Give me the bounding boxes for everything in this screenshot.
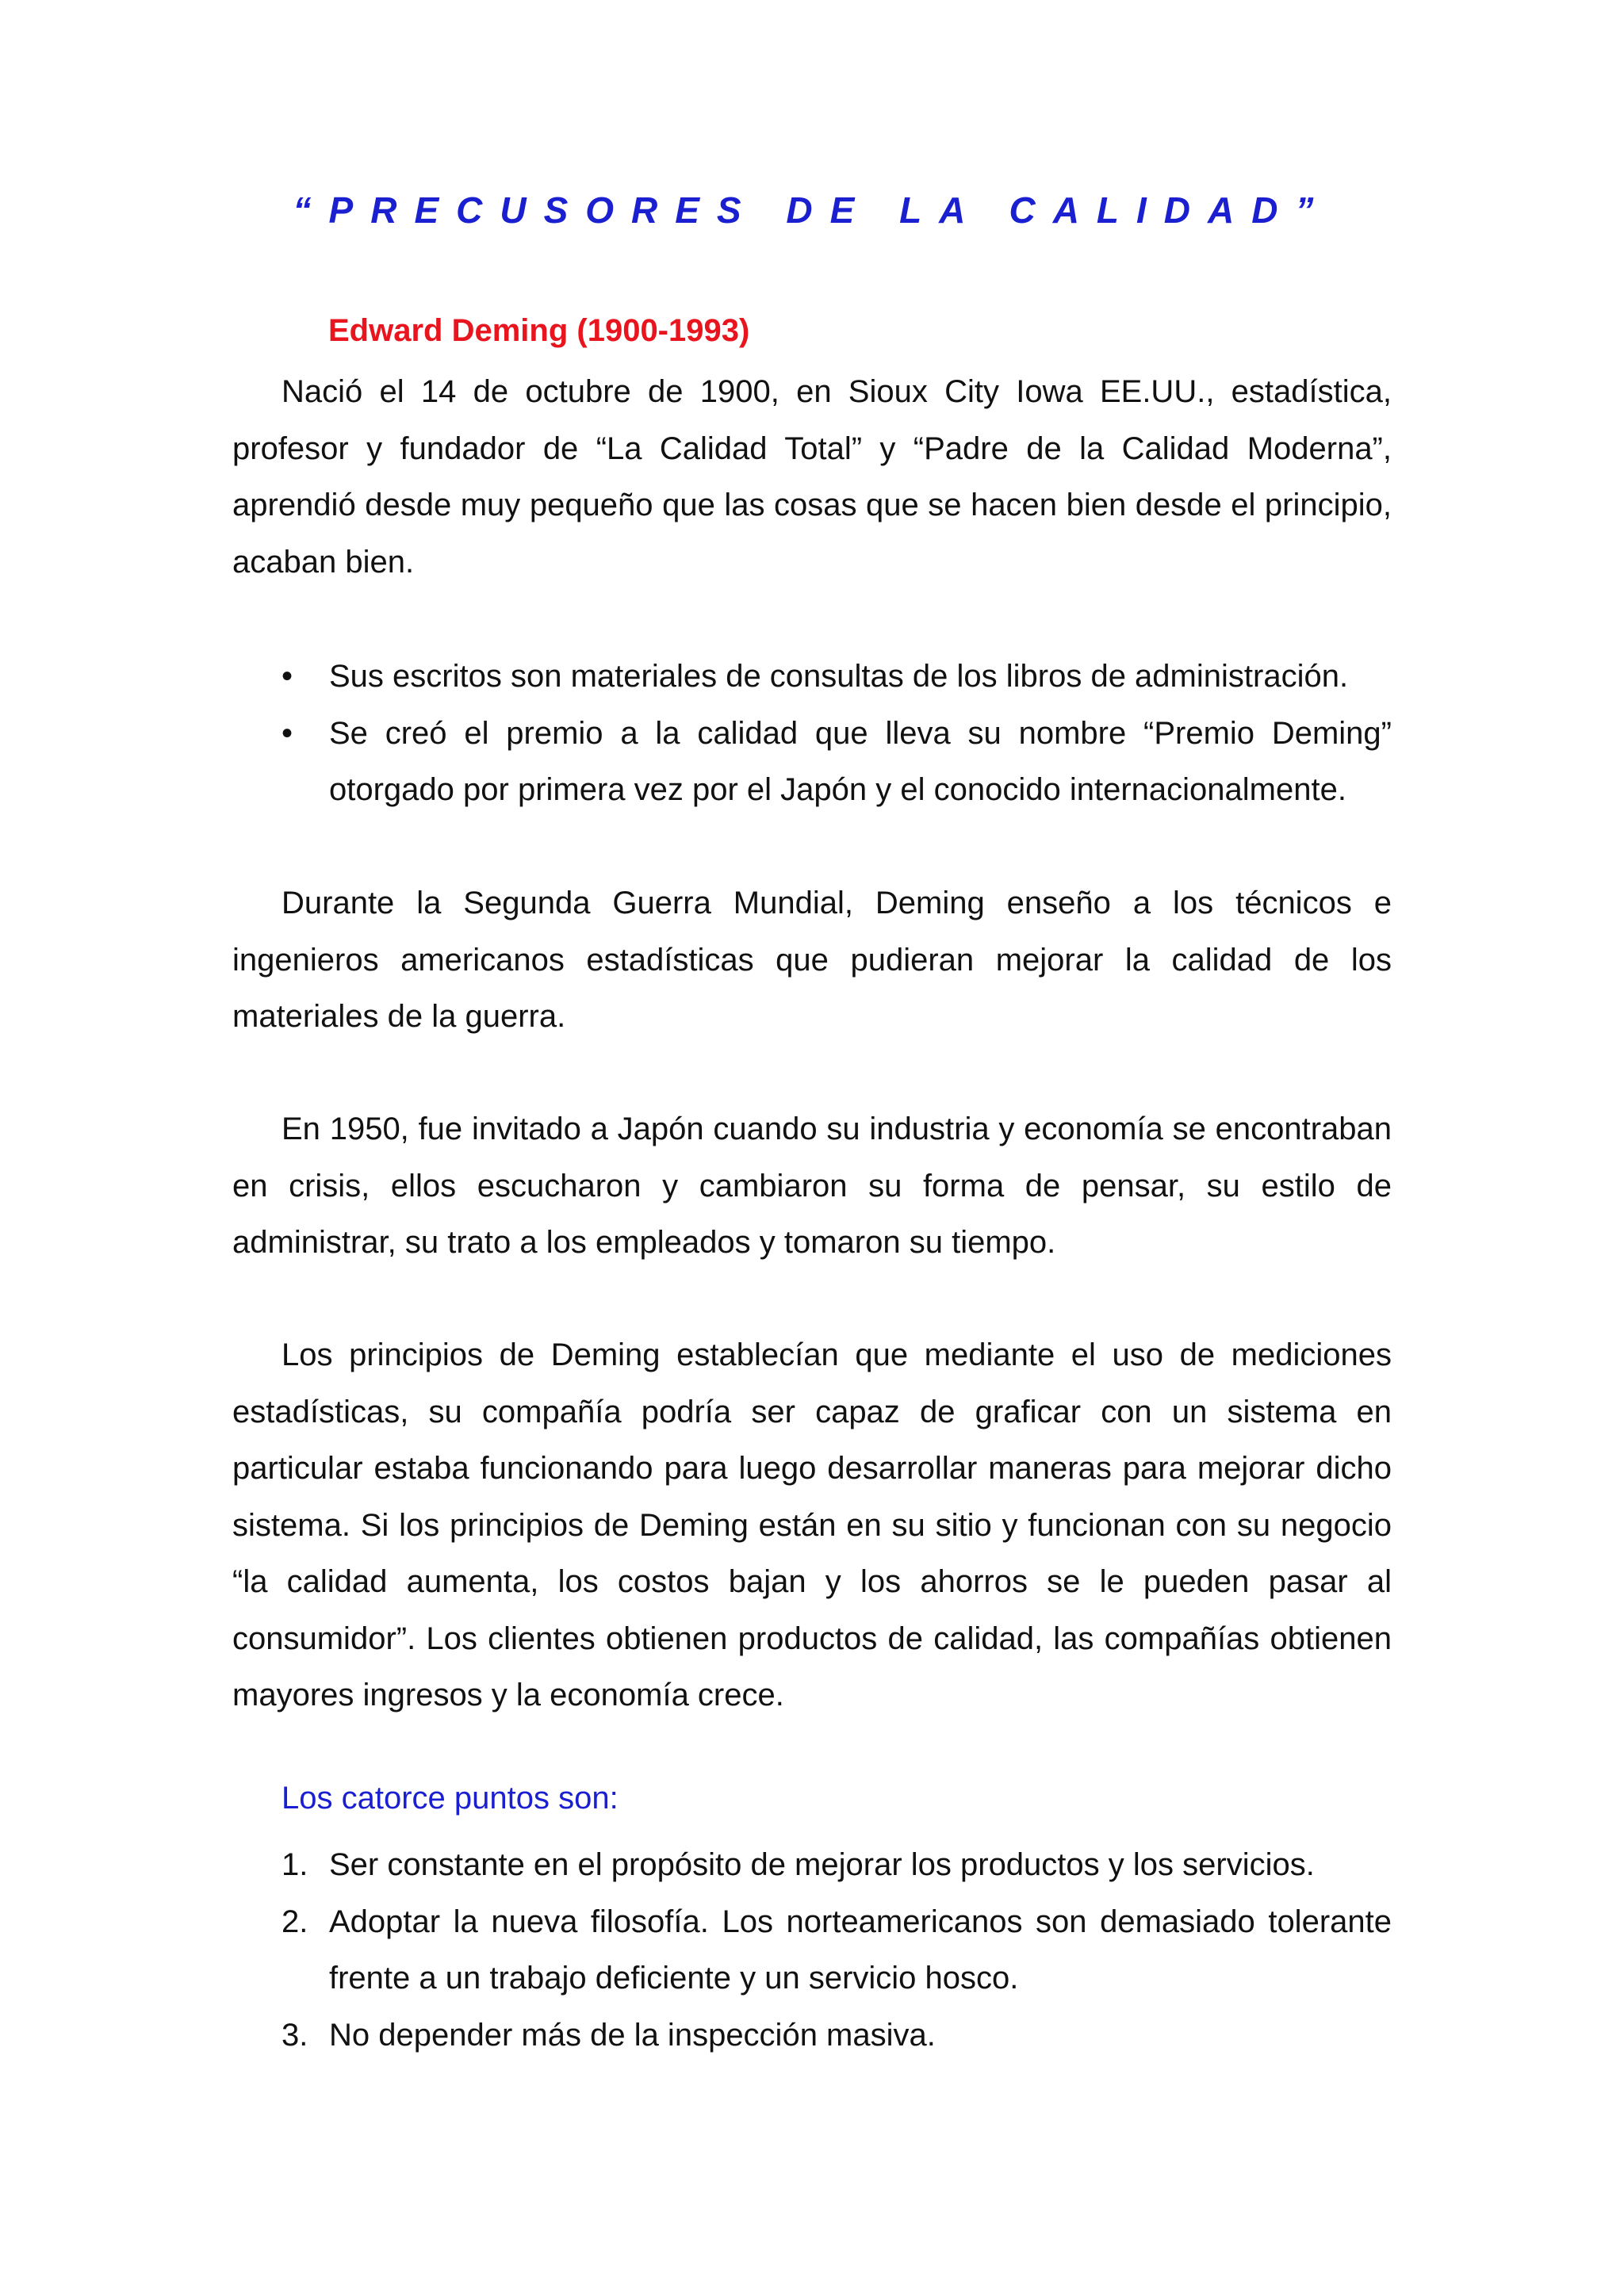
bullet-list	[232, 649, 1392, 819]
page-title: “PRECUSORES DE LA CALIDAD”	[293, 189, 1331, 231]
list-item-text: Se creó el premio a la calidad que lleva su nombre “Premio Deming” otorgado por primera vez por el Japón y el conocido internacionalmente.	[329, 715, 1392, 807]
list-item-text: Adoptar la nueva filosofía. Los norteamericanos son demasiado tolerante frente a un trabajo deficiente y un servicio hosco.	[329, 1904, 1392, 1996]
list-item-text: Sus escritos son materiales de consultas de los libros de administración.	[329, 659, 1349, 694]
paragraph-japan: En 1950, fue invitado a Japón cuando su industria y economía se encontraban en crisis, ellos escucharon y cambiaron su forma de pensar, su estilo de administrar, su trato a los empleados y tomaron su tiempo.	[232, 1112, 1392, 1260]
list-item-text: No depender más de la inspección masiva.	[329, 2017, 936, 2053]
list-number: 1.	[282, 1847, 308, 1882]
paragraph-war: Durante la Segunda Guerra Mundial, Deming enseño a los técnicos e ingenieros americanos estadísticas que pudieran mejorar la calidad de los materiales de la guerra.	[232, 886, 1392, 1034]
list-number: 2.	[282, 1904, 308, 1939]
list-item	[232, 706, 1392, 819]
list-item	[232, 649, 1392, 706]
list-item-text: Ser constante en el propósito de mejorar los productos y los servicios.	[329, 1847, 1315, 1882]
numbered-list	[232, 1837, 1392, 2064]
list-number: 3.	[282, 2017, 308, 2053]
list-item	[232, 1837, 1392, 1894]
list-item	[232, 2007, 1392, 2064]
list-item	[232, 1894, 1392, 2007]
points-heading: Los catorce puntos son:	[282, 1781, 619, 1816]
bullet-marker: •	[282, 715, 293, 751]
paragraph-principles: Los principios de Deming establecían que mediante el uso de mediciones estadísticas, su compañía podría ser capaz de graficar con un sistema en particular estaba funcionando para luego desarrollar maneras para mejorar dicho sistema. Si los principios de Deming están en su sitio y funcionan con su negocio “la calidad aumenta, los costos bajan y los ahorros se le pueden pasar al consumidor”. Los clientes obtienen productos de calidad, las compañías obtienen mayores ingresos y la economía crece.	[232, 1337, 1392, 1712]
section-heading: Edward Deming (1900-1993)	[328, 313, 750, 348]
bullet-marker: •	[282, 659, 293, 694]
paragraph-intro: Nació el 14 de octubre de 1900, en Sioux City Iowa EE.UU., estadística, profesor y fundador de “La Calidad Total” y “Padre de la Calidad Moderna”, aprendió desde muy pequeño que las cosas que se hacen bien desde el principio, acaban bien.	[232, 374, 1392, 580]
